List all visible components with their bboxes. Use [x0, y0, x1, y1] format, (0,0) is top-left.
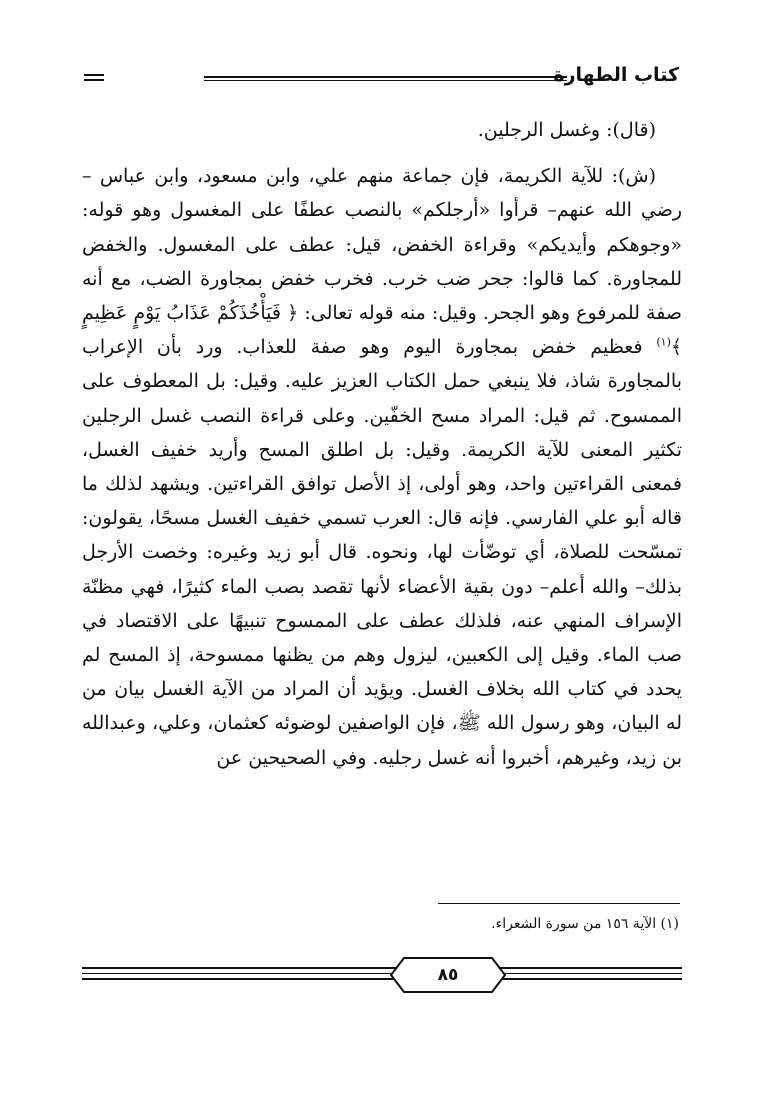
header-rule	[204, 76, 567, 78]
running-header	[84, 66, 679, 90]
header-dash-ornament	[84, 74, 104, 76]
header-rule-thin	[204, 80, 567, 81]
paragraph-sharh-part-2: فعظيم خفض بمجاورة اليوم وهو صفة للعذاب. ورد بأن الإعراب بالمجاورة شاذ، فلا ينبغي حمل الكتاب العزيز عليه. وقيل: بل المعطوف على الممسوح. ثم قيل: المراد مسح الخفّين. وعلى قراءة النصب غسل الرجلين تكثير المعنى للآية الكريمة. وقيل: بل اطلق المسح وأريد خفيف الغسل، فمعنى القراءتين واحد، وهو أولى، إذ الأصل توافق القراءتين. ويشهد لذلك ما قاله أبو علي الفارسي. فإنه قال: العرب تسمي خفيف الغسل مسحًا، يقولون: تمسّحت للصلاة، أي توضّأت لها، ونحوه. قال أبو زيد وغيره: وخصت الأرجل بذلك– والله أعلم– دون بقية الأعضاء لأنها تقصد بصب الماء كثيرًا، فهي مظنّة الإسراف المنهي عنه، فلذلك عطف على الممسوح تنبيهًا على الاقتصاد في صب الماء. وقيل إلى الكعبين، ليزول وهم من يظنها ممسوحة، إذ المسح لم يحدد في كتاب الله بخلاف الغسل. ويؤيد أن المراد من الآية الغسل بيان من له البيان، وهو رسول الله ﷺ، فإن الواصفين لوضوئه كعثمان، وعلي، وعبدالله بن زيد، وغيرهم، أخبروا أنه غسل رجليه. وفي الصحيحين عن	[82, 336, 682, 769]
footer-rule-top	[82, 967, 682, 969]
paragraph-sharh	[82, 159, 682, 775]
footer-rule-middle	[82, 973, 682, 974]
paragraph-sharh-part-1: (ش): للآية الكريمة، فإن جماعة منهم علي، وابن مسعود، وابن عباس – رضي الله عنهم– قرأوا «أرجلكم» بالنصب عطفًا على المغسول وهو قوله: «وجوهكم وأيديكم» وقراءة الخفض، قيل: عطف على المغسول. والخفض للمجاورة. كما قالوا: جحر ضب خرب. فخرب خفض بمجاورة الضب، مع أنه صفة للمرفوع وهو الجحر. وقيل: منه قوله تعالى: ﴿ فَيَأْخُذَكُمْ عَذَابُ يَوْمٍ عَظِيمٍ ﴾	[82, 165, 682, 359]
header-title: كتاب الطهارة	[547, 64, 679, 86]
paragraph-qala: (قال): وغسل الرجلين.	[477, 119, 656, 141]
page-footer	[82, 965, 682, 985]
footnote: (١) الآية ١٥٦ من سورة الشعراء.	[491, 916, 679, 932]
main-text	[82, 113, 682, 775]
footnote-marker: (١)	[656, 335, 671, 349]
page-number: ٨٥	[437, 965, 459, 985]
footer-rule-bottom	[82, 978, 682, 980]
footnote-separator	[438, 903, 680, 904]
